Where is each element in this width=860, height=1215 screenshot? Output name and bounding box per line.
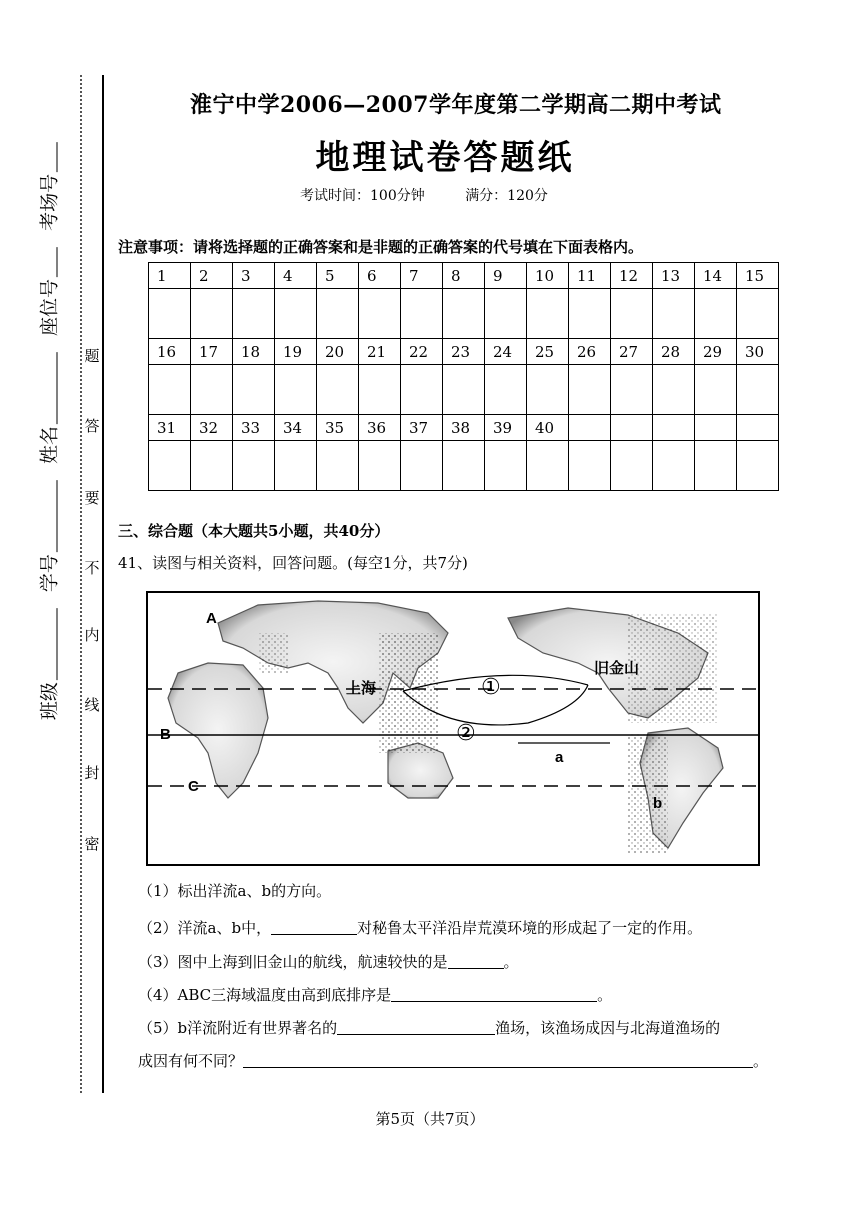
seal-char: 封 bbox=[84, 764, 100, 782]
question-number-cell: 19 bbox=[275, 339, 317, 365]
subquestion-4-pre: （4）ABC三海域温度由高到底排序是 bbox=[138, 986, 392, 1004]
answer-cell[interactable] bbox=[611, 365, 653, 415]
question-number-cell: 14 bbox=[695, 263, 737, 289]
answer-cell[interactable] bbox=[611, 441, 653, 491]
subquestion-4 bbox=[138, 984, 612, 1005]
seat-label: 座位号 bbox=[38, 278, 61, 336]
question-number-cell: 8 bbox=[443, 263, 485, 289]
answer-cell[interactable] bbox=[401, 365, 443, 415]
seal-char: 密 bbox=[84, 835, 100, 853]
student-id-blank[interactable] bbox=[57, 480, 58, 552]
seal-char: 不 bbox=[84, 559, 100, 577]
answer-cell[interactable] bbox=[401, 441, 443, 491]
question-number-cell bbox=[611, 415, 653, 441]
class-blank[interactable] bbox=[57, 608, 58, 680]
answer-cell[interactable] bbox=[653, 289, 695, 339]
subquestion-5-line2-pre: 成因有何不同？ bbox=[138, 1052, 244, 1070]
map-label-route-1: ① bbox=[481, 675, 501, 700]
question-number-cell: 28 bbox=[653, 339, 695, 365]
seal-char: 线 bbox=[84, 696, 100, 714]
answer-cell[interactable] bbox=[737, 441, 779, 491]
exam-time: 考试时间：100分钟 bbox=[300, 188, 425, 204]
answer-row bbox=[149, 289, 779, 339]
answer-cell[interactable] bbox=[233, 441, 275, 491]
answer-blank-5a[interactable] bbox=[337, 1034, 495, 1035]
answer-cell[interactable] bbox=[149, 365, 191, 415]
answer-cell[interactable] bbox=[485, 289, 527, 339]
question-number-cell: 9 bbox=[485, 263, 527, 289]
answer-blank-5b[interactable] bbox=[243, 1067, 753, 1068]
school-title: 淮宁中学2006—2007学年度第二学期高二期中考试 bbox=[190, 92, 722, 118]
subquestion-1: （1）标出洋流a、b的方向。 bbox=[138, 882, 332, 900]
answer-cell[interactable] bbox=[527, 289, 569, 339]
answer-cell[interactable] bbox=[695, 289, 737, 339]
answer-blank-3[interactable] bbox=[448, 968, 504, 969]
seat-blank[interactable] bbox=[57, 247, 58, 277]
map-label-sanfrancisco: 旧金山 bbox=[594, 659, 640, 677]
answer-cell[interactable] bbox=[611, 289, 653, 339]
subquestion-4-post: 。 bbox=[597, 986, 613, 1004]
question-number-cell bbox=[569, 415, 611, 441]
answer-blank-2[interactable] bbox=[271, 934, 357, 935]
question-number-cell: 11 bbox=[569, 263, 611, 289]
question-number-cell: 20 bbox=[317, 339, 359, 365]
map-label-b-point: B bbox=[160, 726, 171, 743]
question-number-cell: 16 bbox=[149, 339, 191, 365]
question-number-cell: 22 bbox=[401, 339, 443, 365]
question-number-cell: 31 bbox=[149, 415, 191, 441]
answer-blank-4[interactable] bbox=[391, 1001, 597, 1002]
seal-char: 内 bbox=[84, 626, 100, 644]
exam-info bbox=[300, 185, 584, 205]
subquestion-5-pre: （5）b洋流附近有世界著名的 bbox=[138, 1019, 338, 1037]
subquestion-3-pre: （3）图中上海到旧金山的航线，航速较快的是 bbox=[138, 953, 448, 971]
question-number-cell: 23 bbox=[443, 339, 485, 365]
question-number-cell: 7 bbox=[401, 263, 443, 289]
africa bbox=[168, 663, 268, 798]
answer-cell[interactable] bbox=[737, 289, 779, 339]
question-number-cell: 29 bbox=[695, 339, 737, 365]
subquestion-5-line-2 bbox=[138, 1050, 768, 1071]
map-label-c-point: C bbox=[188, 778, 199, 795]
question-number-cell: 10 bbox=[527, 263, 569, 289]
seal-char: 要 bbox=[84, 489, 100, 507]
binding-dotted-line bbox=[80, 75, 82, 1093]
answer-cell[interactable] bbox=[317, 365, 359, 415]
question-number-cell: 13 bbox=[653, 263, 695, 289]
answer-cell[interactable] bbox=[401, 289, 443, 339]
answer-cell[interactable] bbox=[233, 289, 275, 339]
answer-cell[interactable] bbox=[317, 289, 359, 339]
subquestion-2-post: 对秘鲁太平洋沿岸荒漠环境的形成起了一定的作用。 bbox=[357, 919, 703, 937]
question-41-stem: 41、读图与相关资料，回答问题。(每空1分，共7分) bbox=[118, 554, 468, 572]
subquestion-5-line2-post: 。 bbox=[753, 1052, 769, 1070]
question-number-row bbox=[149, 263, 779, 289]
answer-row bbox=[149, 441, 779, 491]
answer-cell[interactable] bbox=[149, 289, 191, 339]
subquestion-3 bbox=[138, 951, 519, 972]
answer-cell[interactable] bbox=[191, 289, 233, 339]
question-number-cell bbox=[653, 415, 695, 441]
answer-cell[interactable] bbox=[359, 289, 401, 339]
question-number-cell: 4 bbox=[275, 263, 317, 289]
question-number-cell: 12 bbox=[611, 263, 653, 289]
name-blank[interactable] bbox=[57, 352, 58, 424]
name-label: 姓名 bbox=[38, 425, 61, 465]
answer-cell[interactable] bbox=[569, 441, 611, 491]
answer-cell[interactable] bbox=[485, 365, 527, 415]
question-number-cell: 3 bbox=[233, 263, 275, 289]
full-score: 满分：120分 bbox=[465, 188, 548, 204]
subquestion-2-pre: （2）洋流a、b中， bbox=[138, 919, 272, 937]
subquestion-5 bbox=[138, 1017, 720, 1038]
subquestion-5-mid: 渔场，该渔场成因与北海道渔场的 bbox=[495, 1019, 721, 1037]
seal-char: 答 bbox=[84, 417, 100, 435]
answer-cell[interactable] bbox=[695, 441, 737, 491]
answer-cell[interactable] bbox=[737, 365, 779, 415]
answer-cell[interactable] bbox=[443, 289, 485, 339]
question-number-cell: 36 bbox=[359, 415, 401, 441]
question-number-cell: 1 bbox=[149, 263, 191, 289]
answer-cell[interactable] bbox=[275, 289, 317, 339]
world-map bbox=[146, 591, 760, 866]
subquestion-3-post: 。 bbox=[503, 953, 519, 971]
class-label: 班级 bbox=[38, 682, 61, 721]
notice: 注意事项：请将选择题的正确答案和是非题的正确答案的代号填在下面表格内。 bbox=[118, 238, 644, 256]
answer-cell[interactable] bbox=[233, 365, 275, 415]
main-title: 地理试卷答题纸 bbox=[315, 138, 575, 178]
answer-cell[interactable] bbox=[653, 441, 695, 491]
question-number-cell: 21 bbox=[359, 339, 401, 365]
question-number-cell: 40 bbox=[527, 415, 569, 441]
question-number-row bbox=[149, 415, 779, 441]
answer-cell[interactable] bbox=[443, 441, 485, 491]
question-number-cell: 37 bbox=[401, 415, 443, 441]
question-number-cell: 15 bbox=[737, 263, 779, 289]
question-number-cell: 35 bbox=[317, 415, 359, 441]
question-number-cell: 25 bbox=[527, 339, 569, 365]
answer-cell[interactable] bbox=[317, 441, 359, 491]
answer-cell[interactable] bbox=[485, 441, 527, 491]
answer-cell[interactable] bbox=[695, 365, 737, 415]
answer-cell[interactable] bbox=[653, 365, 695, 415]
world-map-svg bbox=[148, 593, 758, 864]
answer-cell[interactable] bbox=[527, 365, 569, 415]
question-number-cell: 27 bbox=[611, 339, 653, 365]
map-label-shanghai: 上海 bbox=[346, 679, 377, 697]
answer-cell[interactable] bbox=[191, 365, 233, 415]
answer-table bbox=[148, 262, 779, 491]
question-number-cell bbox=[695, 415, 737, 441]
answer-cell[interactable] bbox=[569, 365, 611, 415]
binding-solid-line bbox=[102, 75, 104, 1093]
map-label-route-2: ② bbox=[456, 721, 476, 746]
question-number-cell: 32 bbox=[191, 415, 233, 441]
answer-cell[interactable] bbox=[359, 365, 401, 415]
student-info-fields bbox=[18, 110, 78, 750]
answer-cell[interactable] bbox=[191, 441, 233, 491]
question-number-cell bbox=[737, 415, 779, 441]
question-number-cell: 18 bbox=[233, 339, 275, 365]
question-number-cell: 26 bbox=[569, 339, 611, 365]
question-number-cell: 6 bbox=[359, 263, 401, 289]
answer-cell[interactable] bbox=[275, 365, 317, 415]
answer-cell[interactable] bbox=[527, 441, 569, 491]
seal-char: 题 bbox=[84, 347, 100, 365]
answer-cell[interactable] bbox=[275, 441, 317, 491]
section-heading: 三、综合题（本大题共5小题，共40分） bbox=[118, 522, 390, 540]
question-number-cell: 39 bbox=[485, 415, 527, 441]
answer-row bbox=[149, 365, 779, 415]
map-label-current-a: a bbox=[555, 749, 564, 766]
subquestion-2 bbox=[138, 917, 702, 938]
question-number-cell: 38 bbox=[443, 415, 485, 441]
answer-cell[interactable] bbox=[569, 289, 611, 339]
question-number-cell: 2 bbox=[191, 263, 233, 289]
student-id-label: 学号 bbox=[38, 554, 61, 593]
question-number-cell: 17 bbox=[191, 339, 233, 365]
question-number-row bbox=[149, 339, 779, 365]
question-number-cell: 5 bbox=[317, 263, 359, 289]
page-footer: 第5页（共7页） bbox=[375, 1110, 485, 1128]
question-number-cell: 24 bbox=[485, 339, 527, 365]
answer-cell[interactable] bbox=[359, 441, 401, 491]
question-number-cell: 34 bbox=[275, 415, 317, 441]
question-number-cell: 33 bbox=[233, 415, 275, 441]
question-number-cell: 30 bbox=[737, 339, 779, 365]
answer-cell[interactable] bbox=[149, 441, 191, 491]
answer-cell[interactable] bbox=[443, 365, 485, 415]
exam-room-label: 考场号 bbox=[38, 173, 61, 231]
map-label-current-b: b bbox=[653, 795, 663, 812]
map-label-a-point: A bbox=[206, 610, 217, 627]
